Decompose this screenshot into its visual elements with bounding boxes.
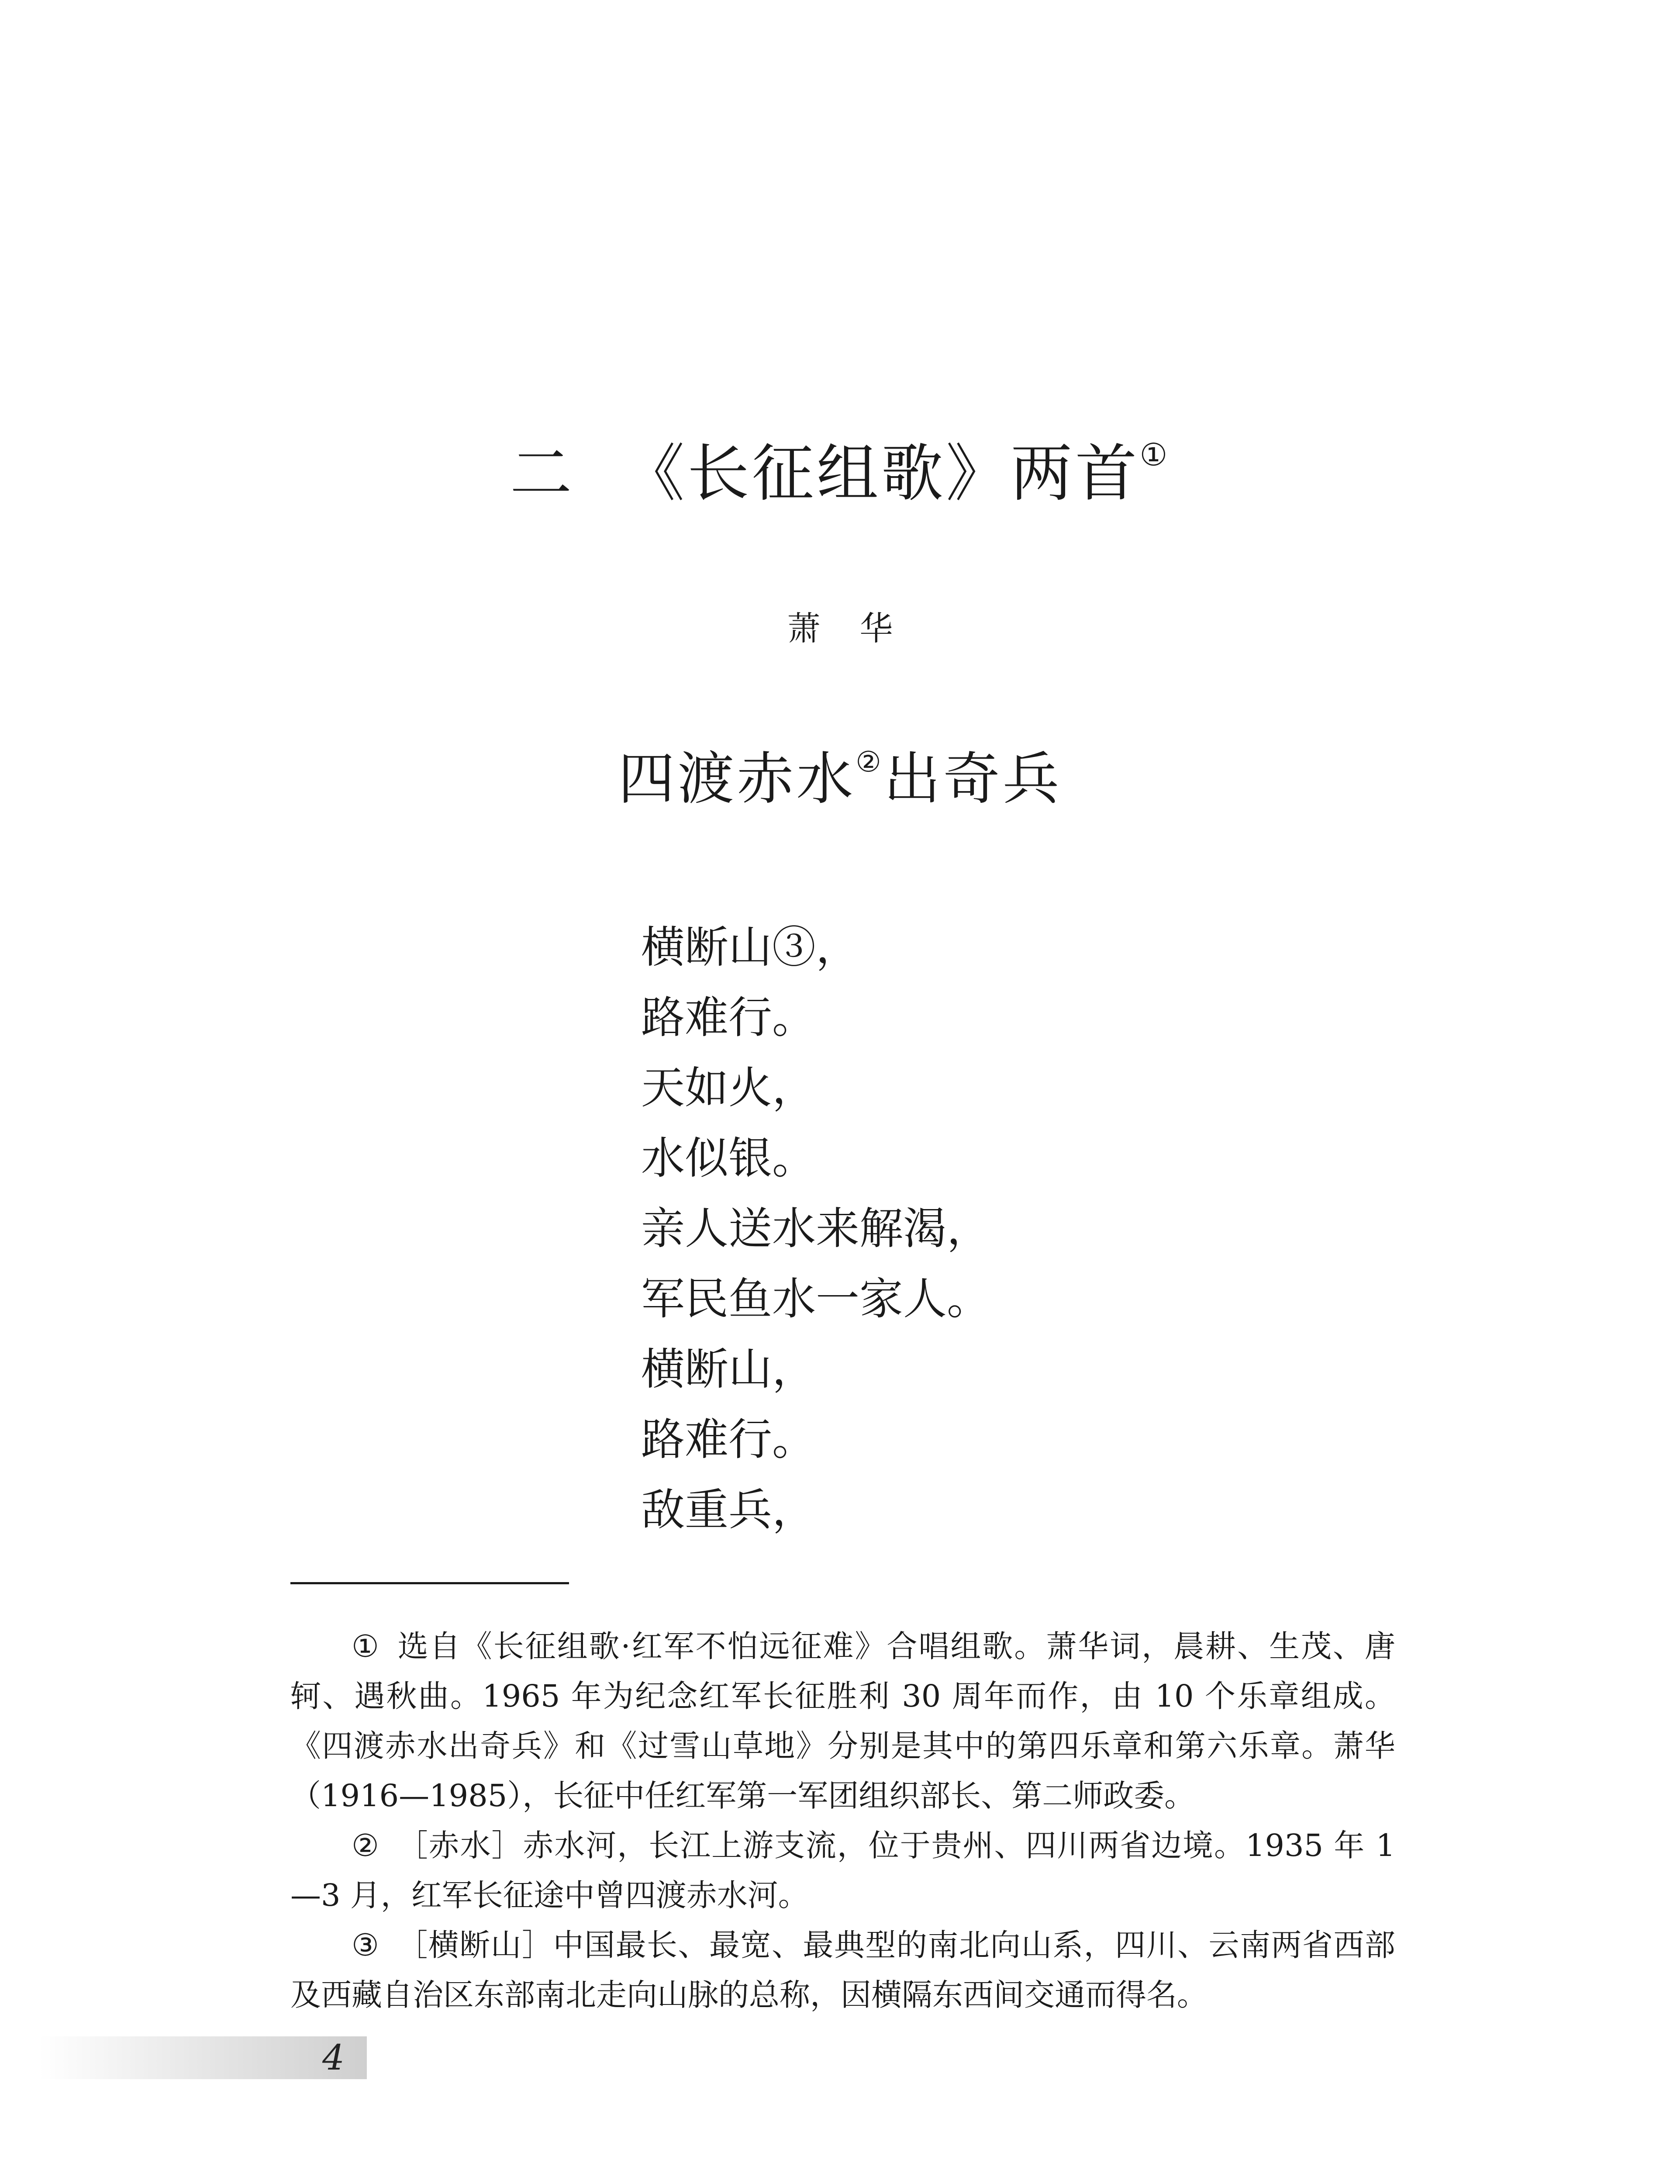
footnote-mark: ① — [352, 1628, 380, 1664]
footnote-text: ［赤水］赤水河，长江上游支流，位于贵州、四川两省边境。1935 年 1—3 月，红军长征途中曾四渡赤水河。 — [290, 1828, 1395, 1913]
footnotes — [290, 1621, 1395, 2020]
poem-line: 敌重兵， — [641, 1484, 816, 1535]
footnote-divider — [290, 1582, 569, 1584]
subtitle-footnote-ref[interactable]: ② — [856, 746, 884, 779]
poem-line: 路难行。 — [641, 992, 816, 1043]
poem-line: 天如火， — [641, 1062, 816, 1113]
poem-body — [641, 912, 990, 1545]
footnote-item — [290, 1821, 1395, 1920]
footnote-item — [290, 1920, 1395, 2020]
poem-line-footnote-ref[interactable]: ③ — [772, 922, 816, 973]
footnote-item — [290, 1621, 1395, 1821]
footnote-text: ［横断山］中国最长、最宽、最典型的南北向山系，四川、云南两省西部及西藏自治区东部南北走向山脉的总称，因横隔东西间交通而得名。 — [290, 1927, 1395, 2013]
page-number-bar — [39, 2036, 367, 2079]
poem-title-part-2: 出奇兵 — [883, 746, 1062, 812]
chapter-number: 二 — [510, 438, 575, 510]
poem-line: 横断山， — [641, 1344, 816, 1395]
poem-line: 路难行。 — [641, 1414, 816, 1465]
footnote-mark: ② — [352, 1828, 380, 1863]
poem-line: 水似银。 — [641, 1133, 816, 1184]
chapter-title — [0, 437, 1680, 511]
chapter-title-text: 《长征组歌》两首 — [622, 438, 1140, 510]
poem-line-punct: ， — [816, 922, 859, 973]
poem-line: 亲人送水来解渴， — [641, 1203, 990, 1254]
poem-title-part-1: 四渡赤水 — [618, 746, 856, 812]
poem-title — [0, 745, 1680, 813]
footnote-mark: ③ — [352, 1927, 380, 1963]
footnote-text: 选自《长征组歌·红军不怕远征难》合唱组歌。萧华词，晨耕、生茂、唐轲、遇秋曲。1965 年为纪念红军长征胜利 30 周年而作，由 10 个乐章组成。《四渡赤水出奇兵》和《过雪山草地》分别是其中的第四乐章和第六乐章。萧华（1916—1985），长征中任红军第一军团组织部长、第二师政委。 — [290, 1628, 1395, 1814]
poem-line-text: 横断山 — [641, 922, 772, 973]
title-footnote-ref[interactable]: ① — [1139, 436, 1170, 473]
poem-line — [641, 912, 990, 982]
poem-line: 军民鱼水一家人。 — [641, 1273, 990, 1324]
page-number: 4 — [322, 2037, 345, 2078]
author-name: 萧华 — [787, 609, 932, 648]
